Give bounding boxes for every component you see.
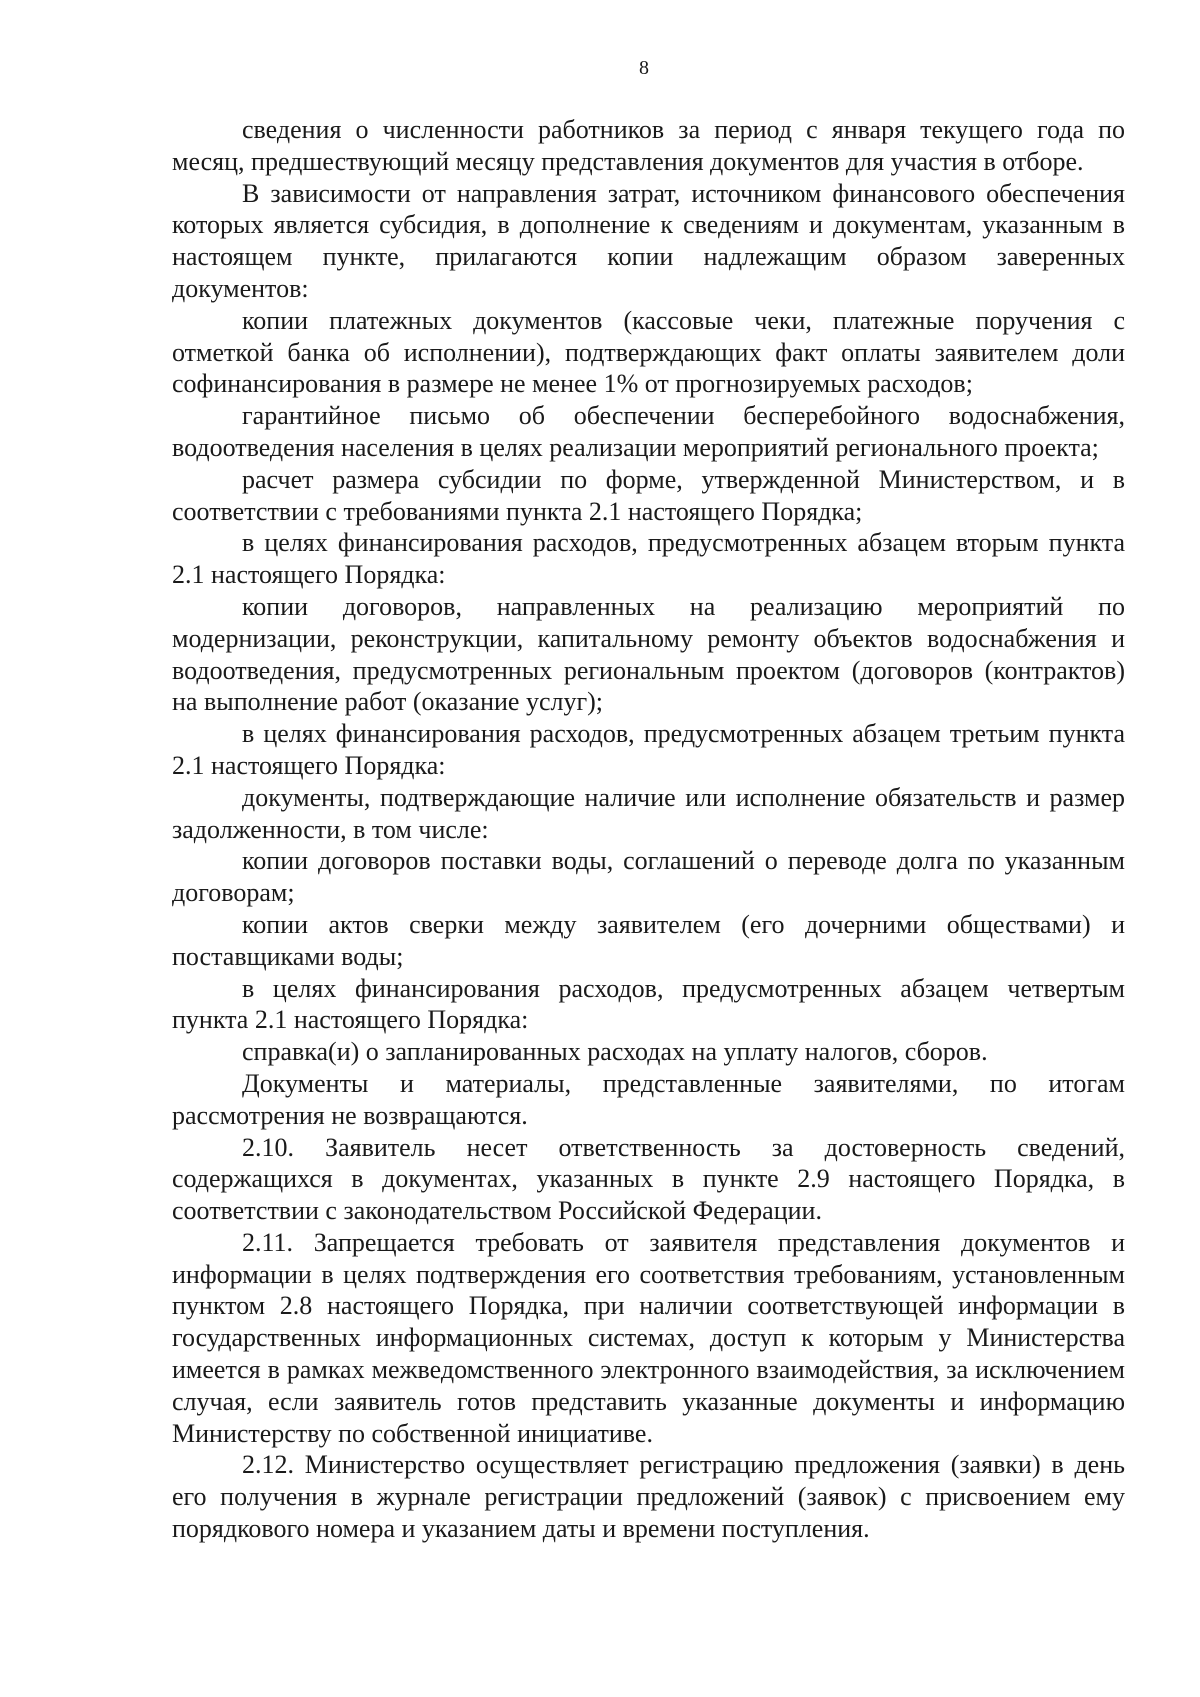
paragraph-clause-2-10: 2.10. Заявитель несет ответственность за достоверность сведений, содержащихся в документах, указанных в пункте 2.9 настоящего Порядка, в соответствии с законодательством Российской Федерации. bbox=[172, 1132, 1125, 1226]
paragraph-payment-documents: копии платежных документов (кассовые чеки, платежные поручения с отметкой банка об исполнении), подтверждающих факт оплаты заявителем доли софинансирования в размере не менее 1% от прогнозируемых расходов; bbox=[172, 305, 1125, 399]
paragraph-financing-fourth: в целях финансирования расходов, предусмотренных абзацем четвертым пункта 2.1 настоящего Порядка: bbox=[172, 973, 1125, 1035]
paragraph-financing-second: в целях финансирования расходов, предусмотренных абзацем вторым пункта 2.1 настоящего Порядка: bbox=[172, 528, 1125, 590]
paragraph-documents-not-returned: Документы и материалы, представленные заявителями, по итогам рассмотрения не возвращаются. bbox=[172, 1068, 1125, 1130]
paragraph-guarantee-letter: гарантийное письмо об обеспечении бесперебойного водоснабжения, водоотведения населения в целях реализации мероприятий регионального проекта; bbox=[172, 401, 1125, 462]
paragraph-subsidy-calculation: расчет размера субсидии по форме, утвержденной Министерством, и в соответствии с требованиями пункта 2.1 настоящего Порядка; bbox=[172, 464, 1125, 526]
paragraph-clause-2-11: 2.11. Запрещается требовать от заявителя представления документов и информации в целях подтверждения его соответствия требованиям, установленным пунктом 2.8 настоящего Порядка, при наличии соответствующей информации в государственных информационных системах, доступ к которым у Министерства имеется в рамках межведомственного электронного взаимодействия, за исключением случая, если заявитель готов представить указанные документы и информацию Министерству по собственной инициативе. bbox=[172, 1227, 1125, 1448]
paragraph-contract-copies: копии договоров, направленных на реализацию мероприятий по модернизации, реконструкции, капитальному ремонту объектов водоснабжения и водоотведения, предусмотренных региональным проектом (договоров (контрактов) на выполнение работ (оказание услуг); bbox=[172, 591, 1125, 717]
document-body bbox=[172, 114, 1125, 1545]
paragraph-financing-third: в целях финансирования расходов, предусмотренных абзацем третьим пункта 2.1 настоящего Порядка: bbox=[172, 719, 1125, 780]
paragraph-clause-2-12: 2.12. Министерство осуществляет регистрацию предложения (заявки) в день его получения в журнале регистрации предложений (заявок) с присвоением ему порядкового номера и указанием даты и времени поступления. bbox=[172, 1450, 1125, 1544]
paragraph-water-supply-contracts: копии договоров поставки воды, соглашений о переводе долга по указанным договорам; bbox=[172, 846, 1125, 908]
paragraph-employee-count-info: сведения о численности работников за период с января текущего года по месяц, предшествующий месяцу представления документов для участия в отборе. bbox=[172, 115, 1125, 176]
paragraph-obligation-documents: документы, подтверждающие наличие или исполнение обязательств и размер задолженности, в том числе: bbox=[172, 782, 1125, 844]
paragraph-reconciliation-acts: копии актов сверки между заявителем (его дочерними обществами) и поставщиками воды; bbox=[172, 909, 1125, 971]
paragraph-tax-certificate: справка(и) о запланированных расходах на уплату налогов, сборов. bbox=[242, 1037, 988, 1067]
page-number: 8 bbox=[639, 57, 649, 79]
paragraph-cost-directions: В зависимости от направления затрат, источником финансового обеспечения которых является субсидия, в дополнение к сведениям и документам, указанным в настоящем пункте, прилагаются копии надлежащим образом заверенных документов: bbox=[172, 178, 1125, 303]
